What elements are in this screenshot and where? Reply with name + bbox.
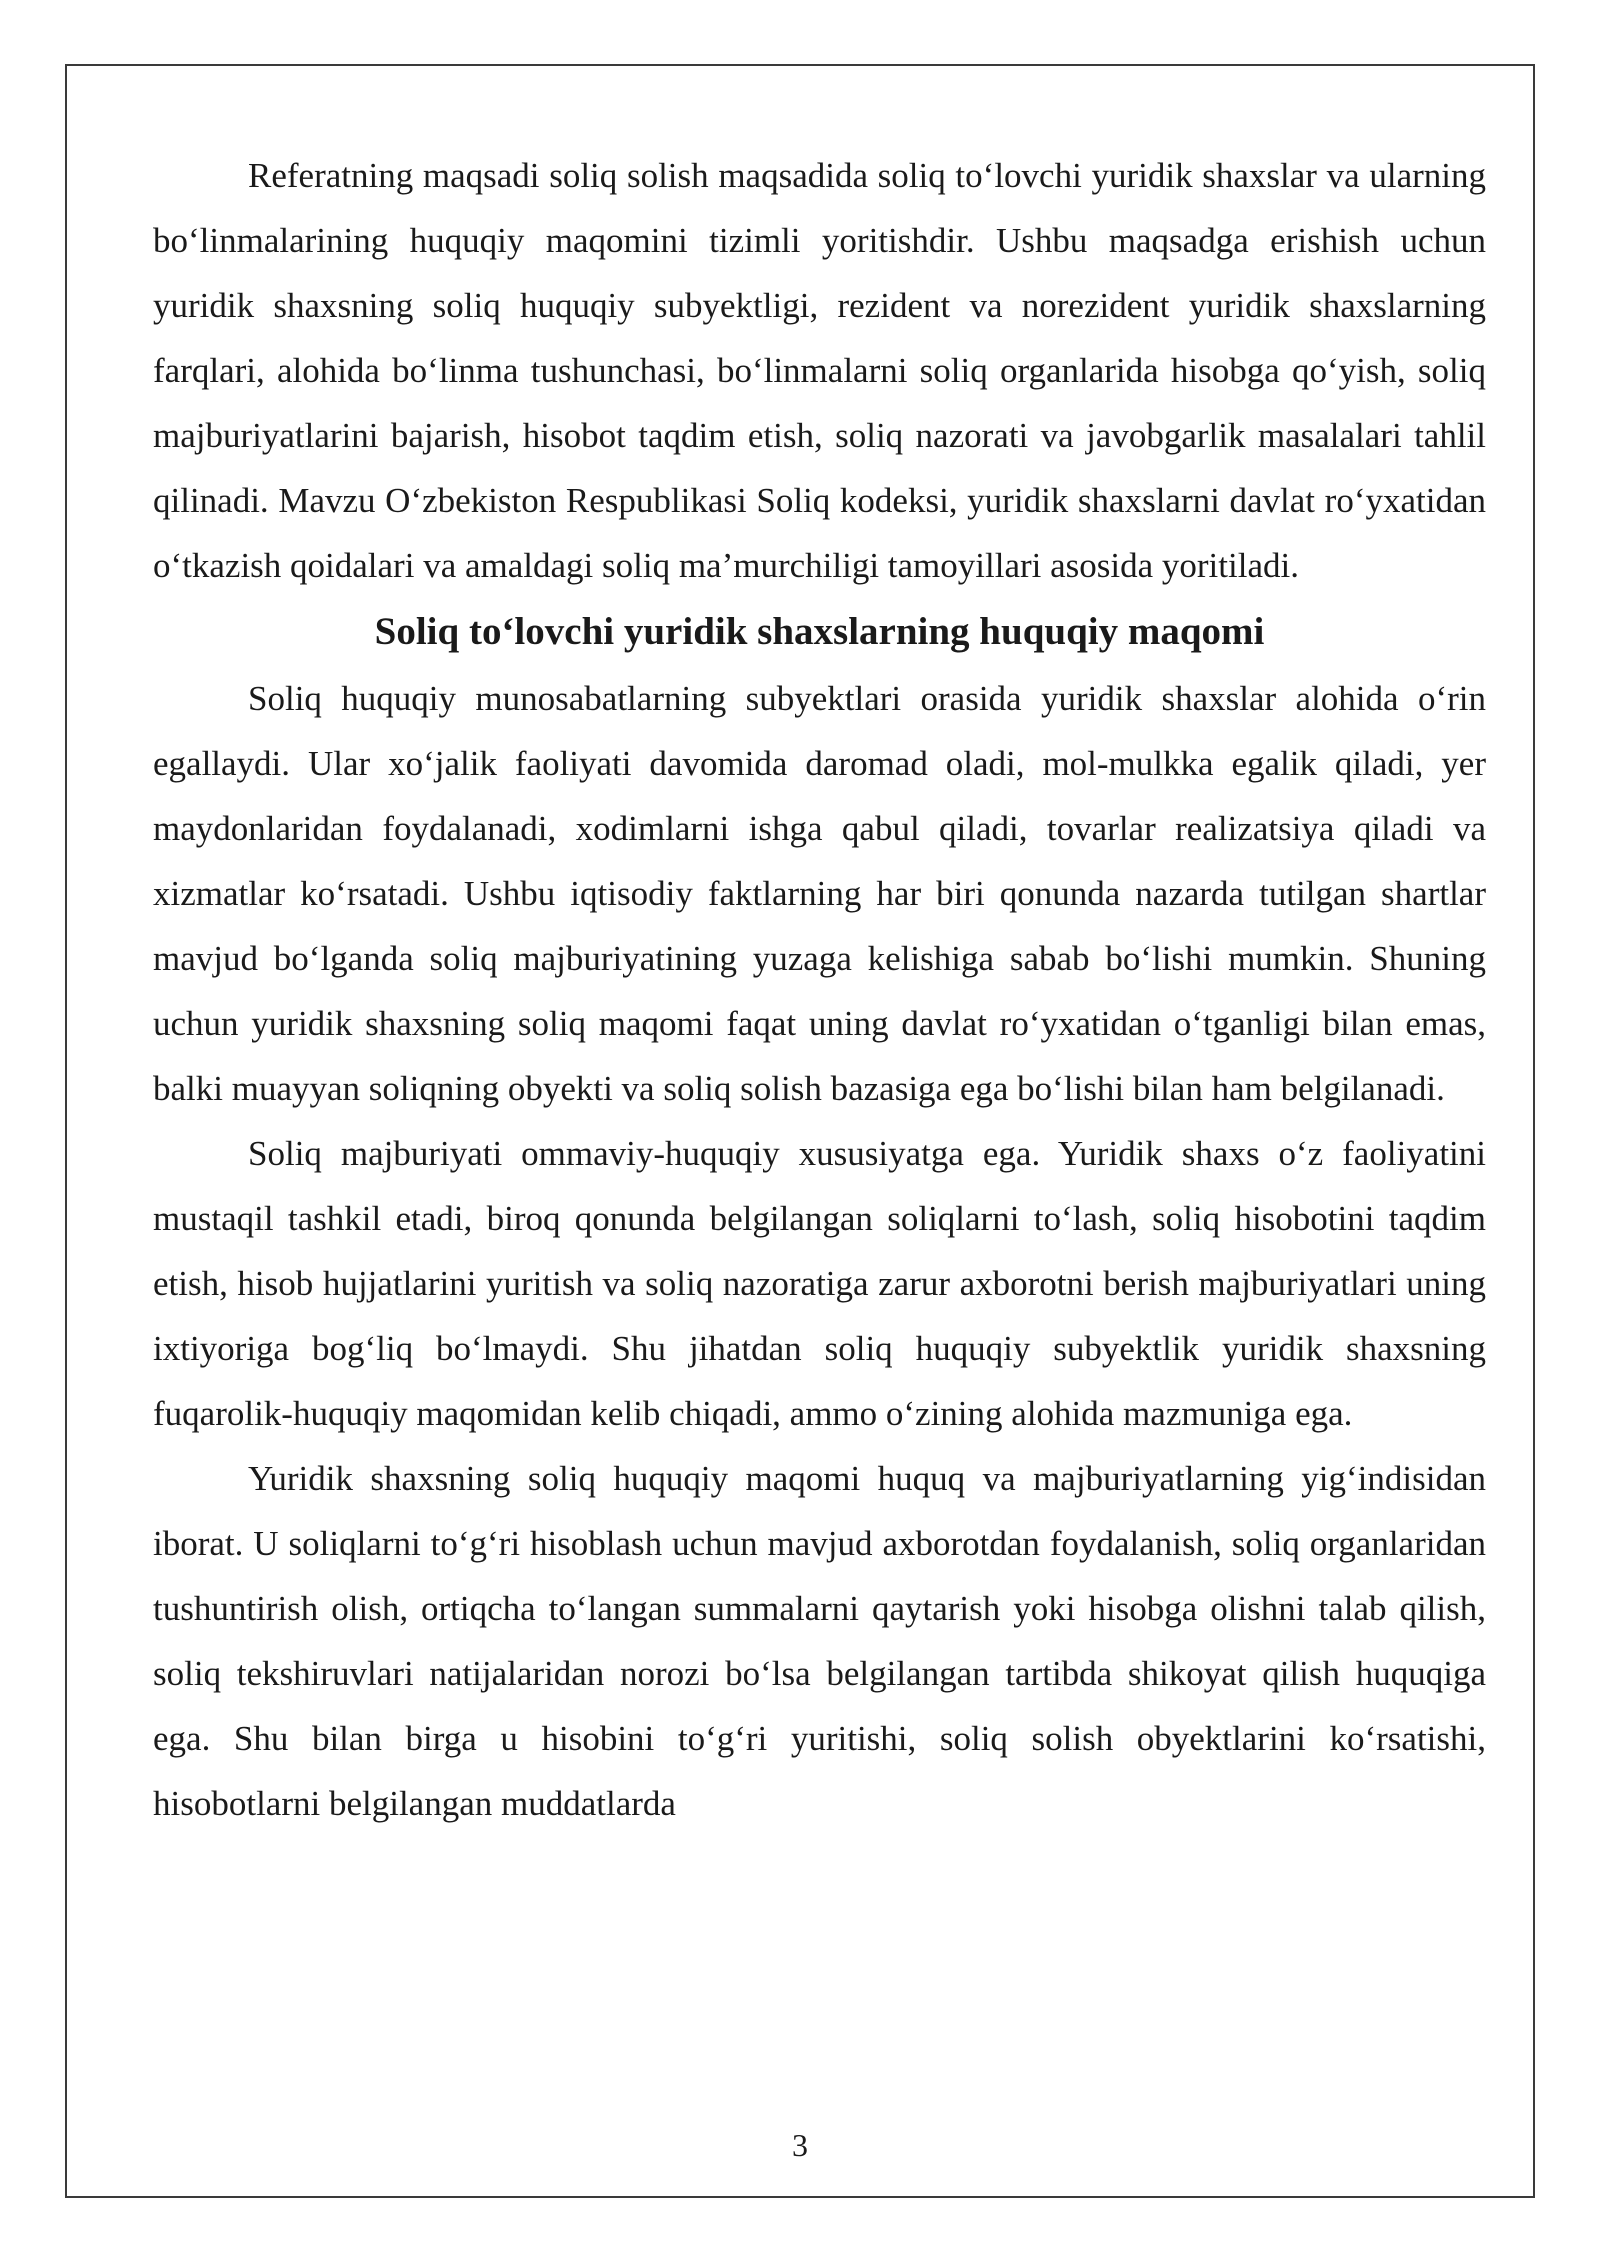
intro-paragraph: Referatning maqsadi soliq solish maqsadida soliq to‘lovchi yuridik shaxslar va ularning bo‘linmalarining huquqiy maqomini tizimli yoritishdir. Ushbu maqsadga erishish uchun yuridik shaxsning soliq huquqiy subyektligi, rezident va norezident yuridik shaxslarning farqlari, alohida bo‘linma tushunchasi, bo‘linmalarni soliq organlarida hisobga qo‘yish, soliq majburiyatlarini bajarish, hisobot taqdim etish, soliq nazorati va javobgarlik masalalari tahlil qilinadi. Mavzu O‘zbekiston Respublikasi Soliq kodeksi, yuridik shaxslarni davlat ro‘yxatidan o‘tkazish qoidalari va amaldagi soliq ma’murchiligi tamoyillari asosida yoritiladi. — [153, 156, 1486, 585]
body-paragraph-2: Soliq majburiyati ommaviy-huquqiy xususiyatga ega. Yuridik shaxs o‘z faoliyatini mustaqil tashkil etadi, biroq qonunda belgilangan soliqlarni to‘lash, soliq hisobotini taqdim etish, hisob hujjatlarini yuritish va soliq nazoratiga zarur axborotni berish majburiyatlari uning ixtiyoriga bog‘liq bo‘lmaydi. Shu jihatdan soliq huquqiy subyektlik yuridik shaxsning fuqarolik-huquqiy maqomidan kelib chiqadi, ammo o‘zining alohida mazmuniga ega. — [153, 1134, 1486, 1433]
document-body — [153, 143, 1486, 1836]
page-number: 3 — [792, 2127, 808, 2163]
section-heading: Soliq to‘lovchi yuridik shaxslarning huquqiy maqomi — [374, 610, 1265, 653]
body-paragraph-3: Yuridik shaxsning soliq huquqiy maqomi huquq va majburiyatlarning yig‘indisidan iborat. U soliqlarni to‘g‘ri hisoblash uchun mavjud axborotdan foydalanish, soliq organlaridan tushuntirish olish, ortiqcha to‘langan summalarni qaytarish yoki hisobga olishni talab qilish, soliq tekshiruvlari natijalaridan norozi bo‘lsa belgilangan tartibda shikoyat qilish huquqiga ega. Shu bilan birga u hisobini to‘g‘ri yuritishi, soliq solish obyektlarini ko‘rsatishi, hisobotlarni belgilangan muddatlarda — [153, 1459, 1486, 1823]
body-paragraph-1: Soliq huquqiy munosabatlarning subyektlari orasida yuridik shaxslar alohida o‘rin egallaydi. Ular xo‘jalik faoliyati davomida daromad oladi, mol-mulkka egalik qiladi, yer maydonlaridan foydalanadi, xodimlarni ishga qabul qiladi, tovarlar realizatsiya qiladi va xizmatlar ko‘rsatadi. Ushbu iqtisodiy faktlarning har biri qonunda nazarda tutilgan shartlar mavjud bo‘lganda soliq majburiyatining yuzaga kelishiga sabab bo‘lishi mumkin. Shuning uchun yuridik shaxsning soliq maqomi faqat uning davlat ro‘yxatidan o‘tganligi bilan emas, balki muayyan soliqning obyekti va soliq solish bazasiga ega bo‘lishi bilan ham belgilanadi. — [153, 679, 1486, 1108]
